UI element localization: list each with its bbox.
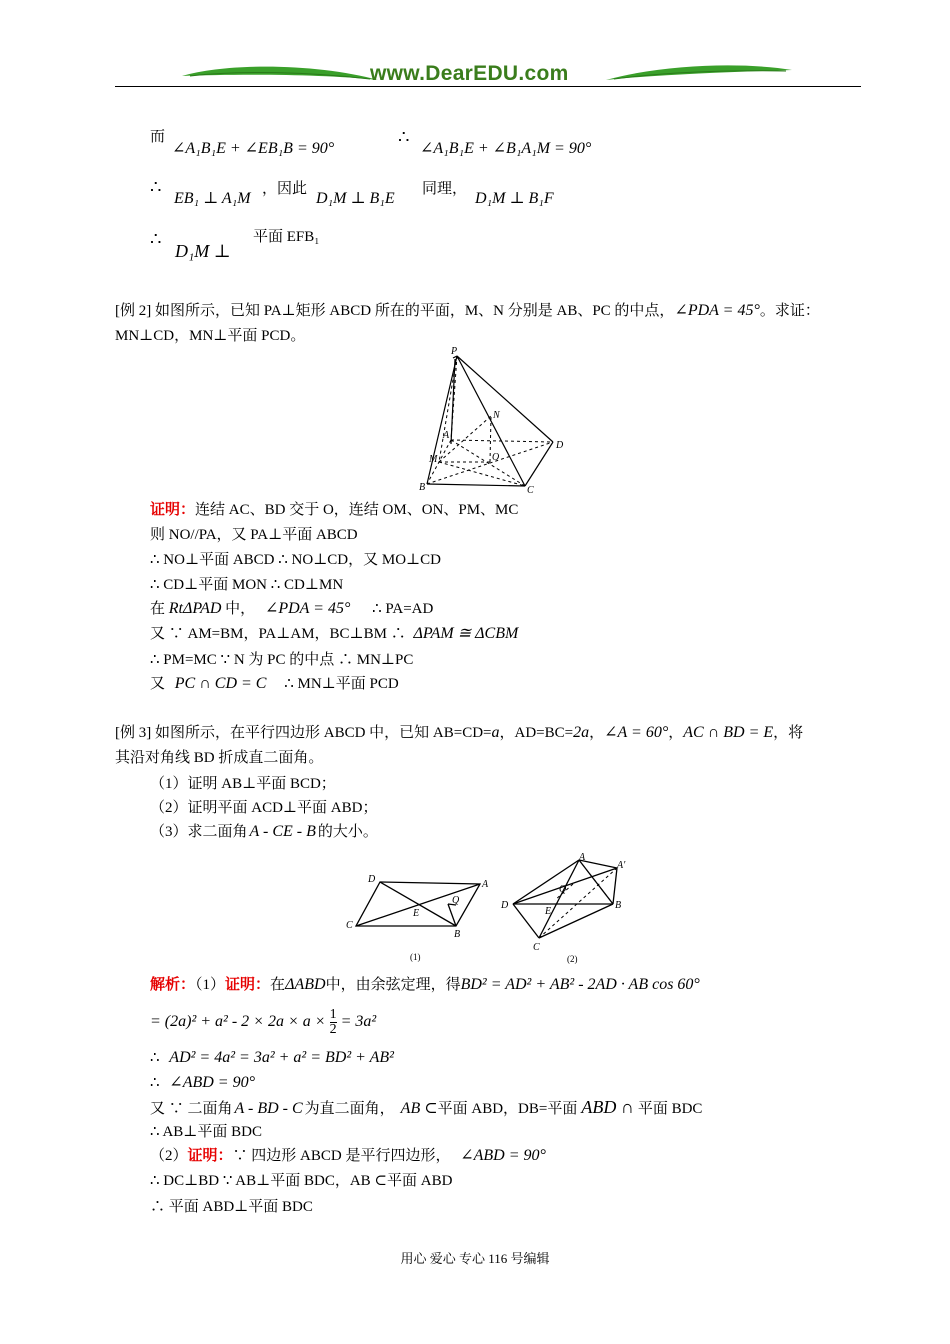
ex3-sol-7 [150, 1145, 546, 1167]
sol-text: （1） [195, 977, 226, 993]
block1-text: 同理， [422, 181, 468, 197]
proof-text: 又 [150, 676, 166, 692]
label-m: M [429, 454, 438, 465]
label-d: D [501, 900, 509, 911]
label-e: E [413, 908, 420, 919]
ex2-line2: MN⊥CD，MN⊥平面 PCD。 [115, 328, 306, 344]
sol-text: 平面 ABD，DB=平面 [437, 1101, 578, 1117]
ex3-sol-9: ∴ 平面 ABD⊥平面 BDC [150, 1199, 313, 1215]
ex3-sol-5 [150, 1096, 702, 1120]
ex3-sol-4 [150, 1072, 255, 1094]
block1-line1 [150, 126, 165, 148]
parallelogram-figure [340, 870, 500, 970]
therefore-symbol: ∴ [150, 1075, 160, 1091]
ex3-text: ， [668, 725, 684, 741]
ex2-proof-2: 则 NO//PA，又 PA⊥平面 ABCD [150, 527, 358, 543]
label-c: C [527, 485, 534, 494]
ex2-proof-7: ∴ PM=MC ∵ N 为 PC 的中点 ∴ MN⊥PC [150, 652, 414, 668]
sol-math: A - BD - C [234, 1100, 303, 1117]
label-d: D [368, 874, 376, 885]
ex2-text: 。求证： [759, 303, 820, 319]
ex3-q2: （2）证明平面 ACD⊥平面 ABD； [150, 800, 378, 816]
solution-label: 解析： [150, 977, 196, 993]
block1-math5: D₁M ⊥ B₁F [475, 190, 554, 207]
ex3-sol-2 [150, 1008, 376, 1037]
sol-math: ∠ABD = 90° [169, 1074, 255, 1091]
ex3-math: 2a [573, 724, 590, 741]
ex3-text: [例 3] 如图所示，在平行四边形 ABCD 中，已知 AB=CD= [115, 725, 492, 741]
label-b: B [419, 482, 426, 493]
therefore-symbol: ∴ [398, 127, 410, 147]
label-c: C [346, 920, 353, 931]
ex3-sol-3 [150, 1047, 394, 1069]
ex3-q1: （1）证明 AB⊥平面 BCD； [150, 776, 336, 792]
proof-label: 证明： [225, 977, 271, 993]
ex3-math: AC ∩ BD = E [683, 724, 774, 741]
label-a: A [443, 430, 450, 441]
therefore-symbol: ∴ [150, 177, 162, 197]
block1-math4: D₁M ⊥ B₁E [316, 190, 395, 207]
site-brand: www.DearEDU.com [370, 62, 569, 85]
sol-text: 又 ∵ 二面角 [150, 1101, 233, 1117]
ex3-line1 [115, 722, 803, 744]
ex3-text: 的大小。 [317, 824, 378, 840]
frac-den: 2 [329, 1022, 337, 1037]
ex3-math: A - CE - B [249, 823, 316, 840]
fig2-caption: (2) [567, 954, 578, 964]
ex3-line2: 其沿对角线 BD 折成直二面角。 [115, 750, 324, 766]
label-d: D [556, 440, 564, 451]
ex3-text: ，将 [773, 725, 804, 741]
header-rule [115, 86, 861, 87]
block1-math2: ∠A₁B₁E + ∠B₁A₁M = 90° [420, 140, 592, 157]
label-a-prime: A′ [617, 860, 626, 871]
fraction-one-half [330, 1008, 337, 1037]
label-a: A [579, 852, 586, 863]
sol-math: ABD ∩ [581, 1097, 634, 1117]
ex2-proof-5 [150, 598, 433, 620]
therefore-symbol: ∴ [150, 229, 162, 249]
proof-math: PC ∩ CD = C [174, 675, 267, 692]
ex3-math: ∠A = 60° [604, 724, 669, 741]
sol-text: 为直二面角， [304, 1101, 395, 1117]
ex3-math: a [491, 724, 500, 741]
ex2-proof-8 [150, 673, 399, 695]
right-leaf-decoration [604, 62, 794, 88]
label-b: B [615, 900, 622, 911]
label-p: P [451, 346, 458, 357]
ex3-text: （3）求二面角 [150, 824, 248, 840]
page-footer: 用心 爱心 专心 116 号编辑 [400, 1251, 550, 1266]
sol-text: 在 [270, 977, 286, 993]
sol-math: = 3a² [340, 1013, 377, 1031]
pyramid-figure [415, 344, 575, 494]
sol-text: （2） [150, 1148, 188, 1164]
label-a: A [482, 879, 489, 890]
sol-text: ∵ 四边形 ABCD 是平行四边形， [232, 1148, 451, 1164]
sol-math: ∠ABD = 90° [460, 1147, 546, 1164]
block1-text: ，因此 [262, 181, 308, 197]
sol-math: ΔABD [285, 976, 326, 993]
block1-math3: EB₁ ⊥ A₁M [174, 190, 251, 207]
block1-text: 平面 EFB₁ [253, 229, 320, 245]
proof-text: 又 ∵ AM=BM，PA⊥AM，BC⊥BM ∴ [150, 626, 406, 642]
sol-math: = (2a)² + a² - 2 × 2a × a × [150, 1013, 326, 1031]
label-q: Q [452, 895, 460, 906]
ex2-proof-3: ∴ NO⊥平面 ABCD ∴ NO⊥CD，又 MO⊥CD [150, 552, 442, 568]
sol-math: BD² = AD² + AB² - 2AD · AB cos 60° [460, 976, 700, 993]
text-er: 而 [150, 129, 166, 145]
label-b: B [454, 929, 461, 940]
proof-math: RtΔPAD [168, 600, 222, 617]
sol-text: 平面 BDC [637, 1101, 703, 1117]
ex3-sol-8: ∴ DC⊥BD ∵ AB⊥平面 BDC，AB ⊂平面 ABD [150, 1173, 453, 1189]
proof-math: ∠PDA = 45° [264, 600, 351, 617]
label-q: Q [559, 884, 567, 895]
label-e: E [545, 906, 552, 917]
ex2-proof-6 [150, 623, 518, 645]
left-leaf-decoration [180, 62, 380, 88]
sol-math: AB ⊂ [400, 1100, 438, 1117]
ex2-text: [例 2] 如图所示，已知 PA⊥矩形 ABCD 所在的平面，M、N 分别是 AB、PC 的中点， [115, 303, 675, 319]
therefore-symbol: ∴ [150, 1050, 160, 1066]
proof-text: 连结 AC、BD 交于 O，连结 OM、ON、PM、MC [195, 502, 519, 518]
block1-math1: ∠A₁B₁E + ∠EB₁B = 90° [172, 140, 335, 157]
sol-text: 中，由余弦定理，得 [325, 977, 461, 993]
proof-math: ΔPAM ≅ ΔCBM [413, 625, 519, 642]
proof-label: 证明： [187, 1148, 233, 1164]
ex3-text: ，AD=BC= [499, 725, 574, 741]
ex2-line1 [115, 300, 820, 322]
proof-text: ∴ PA=AD [372, 601, 434, 617]
ex2-proof-1 [150, 499, 518, 521]
label-n: N [493, 410, 500, 421]
ex2-proof-4: ∴ CD⊥平面 MON ∴ CD⊥MN [150, 577, 344, 593]
ex3-q3 [150, 821, 378, 843]
ex3-sol-1 [150, 974, 700, 996]
fig1-caption: (1) [410, 952, 421, 962]
ex2-math: ∠PDA = 45° [674, 302, 760, 319]
ex3-text: ， [589, 725, 605, 741]
label-c: C [533, 942, 540, 953]
block1-math6: D₁M ⊥ [175, 241, 231, 261]
proof-label: 证明： [150, 502, 196, 518]
proof-text: 在 [150, 601, 166, 617]
sol-math: AD² = 4a² = 3a² + a² = BD² + AB² [169, 1049, 394, 1066]
folded-figure [495, 852, 645, 968]
proof-text: ∴ MN⊥平面 PCD [284, 676, 399, 692]
label-o: O [492, 452, 500, 463]
ex3-sol-6: ∴ AB⊥平面 BDC [150, 1124, 263, 1140]
frac-num: 1 [329, 1007, 337, 1022]
proof-text: 中， [225, 601, 256, 617]
